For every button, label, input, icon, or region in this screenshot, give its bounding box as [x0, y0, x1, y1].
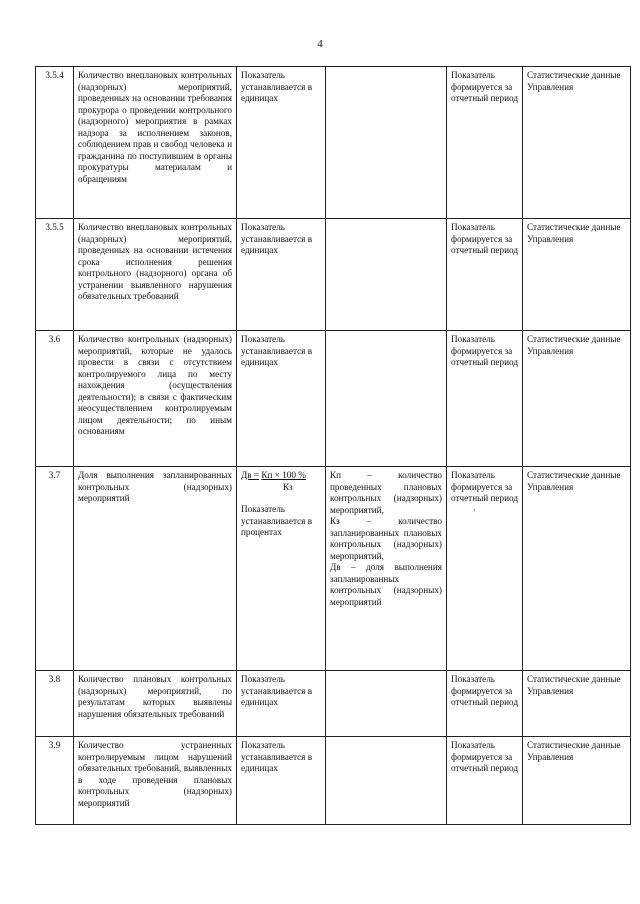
indicator-name: Количество плановых контрольных (надзорных) мероприятий, по результатам которых выявлены нарушения обязательных требований — [74, 671, 237, 737]
reporting-period-text: Показатель формируется за отчетный период — [451, 470, 519, 503]
calculation-method: Показатель устанавливается в единицах — [237, 737, 326, 825]
formula-denominator: Кз — [283, 481, 293, 492]
calculation-method: Показатель устанавливается в единицах — [237, 219, 326, 331]
indicator-name: Количество устраненных контролируемым лицом нарушений обязательных требований, выявленных в ходе проведения плановых контрольных (надзорных) мероприятий — [74, 737, 237, 825]
formula-lhs: Дв = — [241, 470, 260, 480]
data-source: Статистические данные Управления — [523, 737, 631, 825]
data-source: Статистические данные Управления — [523, 67, 631, 219]
reporting-period: Показатель формируется за отчетный период — [447, 671, 523, 737]
variables-description — [326, 331, 447, 467]
data-source: Статистические данные Управления — [523, 671, 631, 737]
variables-description — [326, 467, 447, 671]
row-number: 3.5.4 — [36, 67, 74, 219]
calculation-unit-note: Показатель устанавливается в процентах — [241, 504, 313, 537]
variables-description — [326, 737, 447, 825]
variable-kp: Кп – количество проведенных плановых контрольных (надзорных) мероприятий, — [330, 470, 442, 515]
indicator-name: Доля выполнения запланированных контрольных (надзорных) мероприятий — [74, 467, 237, 671]
reporting-period: Показатель формируется за отчетный период — [447, 67, 523, 219]
data-source: Статистические данные Управления — [523, 219, 631, 331]
reporting-period — [447, 467, 523, 671]
table-row — [36, 467, 631, 671]
row-number: 3.8 — [36, 671, 74, 737]
variables-description — [326, 219, 447, 331]
row-number: 3.7 — [36, 467, 74, 671]
reporting-period: Показатель формируется за отчетный период — [447, 737, 523, 825]
data-source: Статистические данные Управления — [523, 467, 631, 671]
indicator-name: Количество внеплановых контрольных (надзорных) мероприятий, проведенных на основании истечения срока исполнения решения контрольного (надзорного) органа об устранении выявленного нарушения обязательных требований — [74, 219, 237, 331]
reporting-period: Показатель формируется за отчетный период — [447, 219, 523, 331]
page-number: 4 — [317, 38, 323, 50]
row-number: 3.9 — [36, 737, 74, 825]
row-number: 3.6 — [36, 331, 74, 467]
indicator-name: Количество контрольных (надзорных) мероприятий, которые не удалось провести в связи с отсутствием контролируемого лица по месту нахождения (осуществления деятельности); в связи с фактическим неосуществлением контролируемым лицом деятельности; по иным основаниям — [74, 331, 237, 467]
period-mark: · — [473, 504, 477, 515]
variable-kz: Кз – количество запланированных плановых контрольных (надзорных) мероприятий, — [330, 516, 442, 561]
table-row — [36, 67, 631, 219]
row-number: 3.5.5 — [36, 219, 74, 331]
variables-description — [326, 67, 447, 219]
table-row — [36, 219, 631, 331]
calculation-method: Показатель устанавливается в единицах — [237, 671, 326, 737]
formula — [241, 470, 321, 482]
indicator-name: Количество внеплановых контрольных (надзорных) мероприятий, проведенных на основании требования прокурора о проведении контрольного (надзорного) мероприятия в рамках надзора за исполнением законов, соблюдением прав и свобод человека и гражданина по поступившим в органы прокуратуры материалам и обращениям — [74, 67, 237, 219]
calculation-method: Показатель устанавливается в единицах — [237, 331, 326, 467]
variables-description — [326, 671, 447, 737]
formula-numerator: Кп × 100 % — [261, 470, 306, 480]
data-source: Статистические данные Управления — [523, 331, 631, 467]
table-row — [36, 331, 631, 467]
table-row — [36, 671, 631, 737]
table-row — [36, 737, 631, 825]
variable-dv: Дв – доля выполнения запланированных контрольных (надзорных) мероприятий — [330, 562, 442, 607]
calculation-method — [237, 467, 326, 671]
calculation-method: Показатель устанавливается в единицах — [237, 67, 326, 219]
indicators-table — [35, 66, 631, 825]
reporting-period: Показатель формируется за отчетный период — [447, 331, 523, 467]
